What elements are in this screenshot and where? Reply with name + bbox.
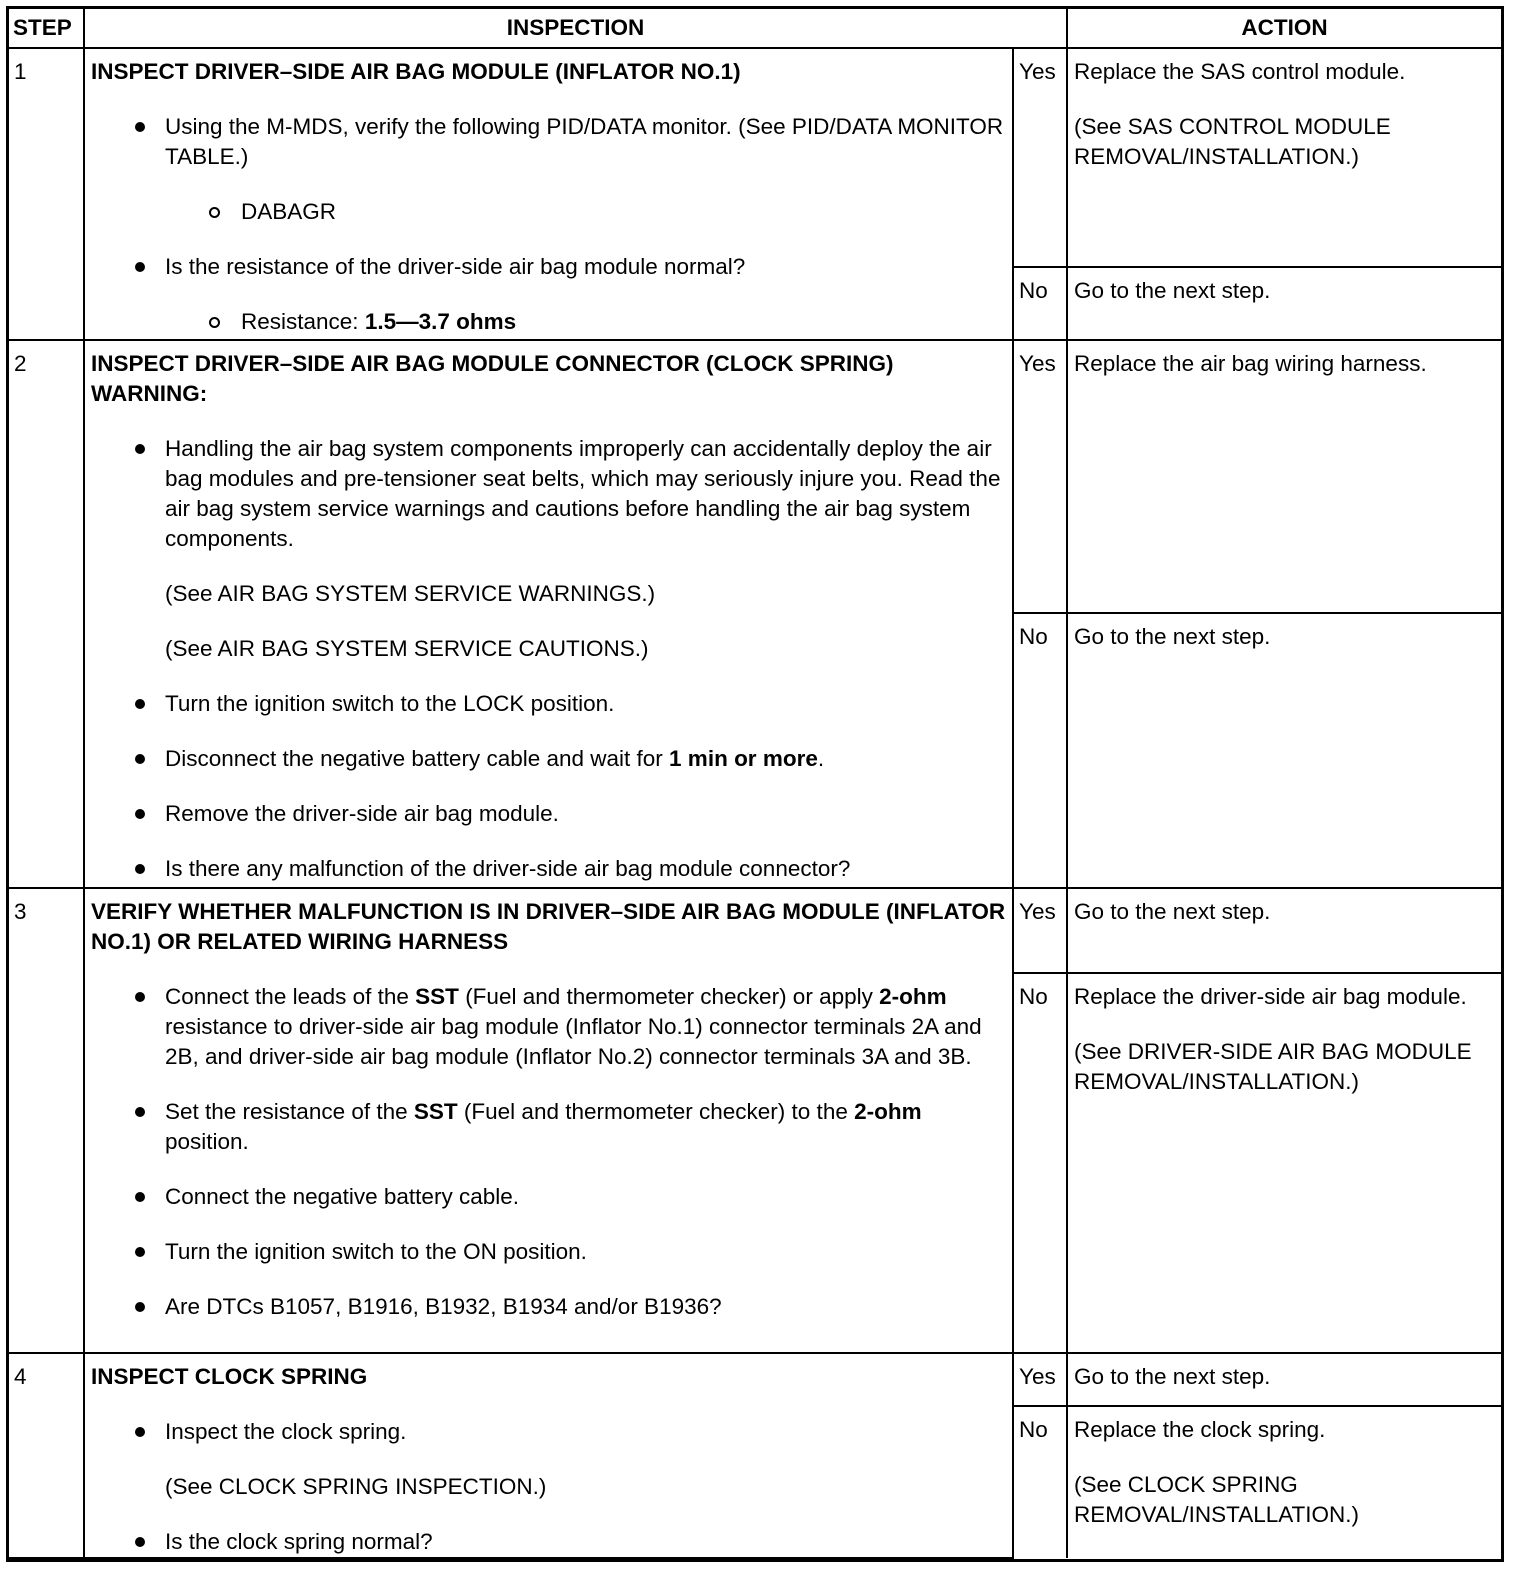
yes-label: Yes [1013, 340, 1067, 613]
bullet-item: Connect the negative battery cable. [91, 1182, 1006, 1212]
bullet-item [91, 1097, 1006, 1157]
bullet-item: Inspect the clock spring. [91, 1417, 1006, 1447]
yes-action: Go to the next step. [1067, 888, 1501, 973]
step-number: 2 [9, 340, 84, 888]
inspection-cell [84, 1353, 1013, 1558]
bullet-item [91, 744, 1006, 774]
bullet-text: Connect the leads of the [165, 984, 416, 1009]
bullet-text: (Fuel and thermometer checker) or apply [458, 984, 880, 1009]
yes-action: Go to the next step. [1067, 1353, 1501, 1406]
reference-text: (See AIR BAG SYSTEM SERVICE WARNINGS.) [165, 581, 656, 606]
spec-value: 1.5—3.7 ohms [364, 309, 517, 334]
action-text: Replace the SAS control module. [1074, 59, 1406, 84]
action-reference: (See DRIVER-SIDE AIR BAG MODULE REMOVAL/INSTALLATION.) [1074, 1039, 1472, 1094]
table-row [9, 888, 1501, 973]
inspection-cell [84, 48, 1013, 340]
bullet-item: Is the clock spring normal? [91, 1527, 1006, 1557]
step-title: INSPECT CLOCK SPRING [91, 1364, 368, 1389]
bullet-text: Disconnect the negative battery cable and wait for [165, 746, 670, 771]
bullet-item: Handling the air bag system components improperly can accidentally deploy the air bag modules and pre-tensioner seat belts, which may seriously injure you. Read the air bag system service warnings and cautions before handling the air bag system components. [91, 434, 1006, 554]
sub-item [91, 307, 1006, 337]
no-label: No [1013, 1406, 1067, 1558]
bullet-text: resistance to driver-side air bag module (Inflator No.1) connector terminals 2A and 2B, and driver-side air bag module (Inflator No.2) connector terminals 3A and 3B. [165, 1014, 982, 1069]
bullet-item [91, 982, 1006, 1072]
diagnostic-table-frame [6, 6, 1504, 1562]
yes-label: Yes [1013, 1353, 1067, 1406]
bullet-bold: SST [415, 984, 459, 1009]
yes-action: Replace the air bag wiring harness. [1067, 340, 1501, 613]
bullet-bold: SST [413, 1099, 458, 1124]
no-label: No [1013, 973, 1067, 1353]
action-text: Replace the clock spring. [1074, 1416, 1326, 1442]
header-step: STEP [9, 9, 84, 48]
bullet-bold: 2-ohm [854, 1099, 922, 1124]
table-row [9, 340, 1501, 613]
header-action: ACTION [1067, 9, 1501, 48]
action-text: Replace the driver-side air bag module. [1074, 984, 1467, 1009]
step-number: 4 [9, 1353, 84, 1558]
bullet-item: Is there any malfunction of the driver-side air bag module connector? [91, 854, 1006, 884]
bullet-text: (Fuel and thermometer checker) to the [457, 1099, 855, 1124]
action-reference: (See SAS CONTROL MODULE REMOVAL/INSTALLATION.) [1074, 114, 1391, 169]
diagnostic-table [9, 9, 1501, 1559]
bullet-item: Are DTCs B1057, B1916, B1932, B1934 and/or B1936? [91, 1292, 1006, 1322]
bullet-bold: 1 min or more [669, 746, 818, 771]
step-title: INSPECT DRIVER–SIDE AIR BAG MODULE CONNECTOR (CLOCK SPRING) WARNING: [91, 351, 894, 406]
bullet-item: Turn the ignition switch to the ON position. [91, 1237, 1006, 1267]
no-label: No [1013, 613, 1067, 888]
step-title: VERIFY WHETHER MALFUNCTION IS IN DRIVER–SIDE AIR BAG MODULE (INFLATOR NO.1) OR RELATED WIRING HARNESS [91, 899, 1006, 954]
table-row [9, 1353, 1501, 1406]
inspection-cell [84, 340, 1013, 888]
bullet-bold: 2-ohm [879, 984, 947, 1009]
action-reference: (See CLOCK SPRING REMOVAL/INSTALLATION.) [1074, 1471, 1360, 1527]
bullet-text: Set the resistance of the [165, 1099, 414, 1124]
bullet-text: . [817, 746, 825, 771]
reference-text: (See AIR BAG SYSTEM SERVICE CAUTIONS.) [165, 636, 649, 661]
no-action [1067, 973, 1501, 1353]
bullet-text: position. [165, 1129, 249, 1154]
bullet-item: Turn the ignition switch to the LOCK position. [91, 689, 1006, 719]
table-row [9, 48, 1501, 267]
step-number: 3 [9, 888, 84, 1353]
no-action: Go to the next step. [1067, 267, 1501, 340]
step-title: INSPECT DRIVER–SIDE AIR BAG MODULE (INFLATOR NO.1) [91, 59, 741, 84]
yes-label: Yes [1013, 888, 1067, 973]
bullet-item: Remove the driver-side air bag module. [91, 799, 1006, 829]
spec-label: Resistance: [241, 309, 365, 334]
reference-text: (See CLOCK SPRING INSPECTION.) [165, 1474, 547, 1499]
no-action [1067, 1406, 1501, 1558]
yes-action [1067, 48, 1501, 267]
bullet-item: Is the resistance of the driver-side air bag module normal? [91, 252, 1006, 282]
bullet-item: Using the M-MDS, verify the following PID/DATA monitor. (See PID/DATA MONITOR TABLE.) [91, 112, 1006, 172]
no-label: No [1013, 267, 1067, 340]
no-action: Go to the next step. [1067, 613, 1501, 888]
sub-item: DABAGR [91, 197, 1006, 227]
header-row [9, 9, 1501, 48]
step-number: 1 [9, 48, 84, 340]
inspection-cell [84, 888, 1013, 1353]
header-inspection: INSPECTION [84, 9, 1067, 48]
yes-label: Yes [1013, 48, 1067, 267]
